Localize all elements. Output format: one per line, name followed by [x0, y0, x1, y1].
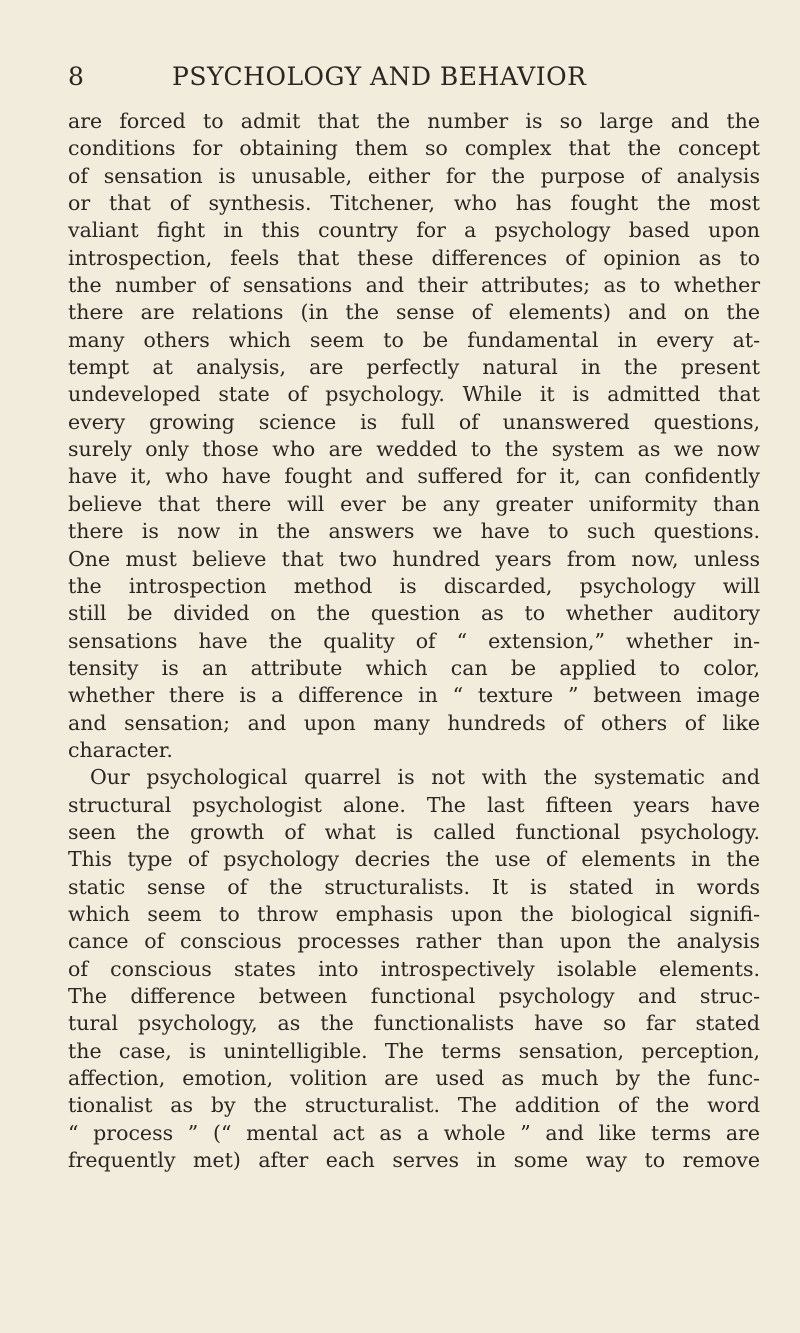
text-line: the introspection method is discarded, psychology will: [68, 573, 760, 598]
text-line: have it, who have fought and suffered for it, can confidently: [68, 464, 760, 489]
text-line: affection, emotion, volition are used as much by the func-: [68, 1066, 760, 1091]
text-line: which seem to throw emphasis upon the biological signifi-: [68, 901, 760, 926]
text-line: tensity is an attribute which can be applied to color,: [68, 655, 760, 680]
text-line: character.: [68, 737, 173, 762]
text-line: there is now in the answers we have to such questions.: [68, 519, 760, 544]
text-line: many others which seem to be fundamental in every at-: [68, 327, 760, 352]
text-line: believe that there will ever be any greater uniformity than: [68, 491, 760, 516]
text-line: seen the growth of what is called functional psychology.: [68, 819, 760, 844]
text-line: the case, is unintelligible. The terms sensation, perception,: [68, 1038, 760, 1063]
text-line: tural psychology, as the functionalists have so far stated: [68, 1011, 760, 1036]
text-line: static sense of the structuralists. It is stated in words: [68, 874, 760, 899]
text-line: introspection, feels that these differences of opinion as to: [68, 245, 760, 270]
page-header: [68, 62, 758, 102]
text-line: or that of synthesis. Titchener, who has fought the most: [68, 191, 760, 216]
body-text: [68, 108, 760, 1174]
text-line: of sensation is unusable, either for the purpose of analysis: [68, 163, 760, 188]
text-line: tempt at analysis, are perfectly natural in the present: [68, 355, 760, 380]
text-line: undeveloped state of psychology. While it is admitted that: [68, 382, 760, 407]
text-line: surely only those who are wedded to the system as we now: [68, 437, 760, 462]
text-line: structural psychologist alone. The last fifteen years have: [68, 792, 760, 817]
page-number: 8: [68, 62, 85, 91]
text-line: still be divided on the question as to whether auditory: [68, 601, 760, 626]
text-line: cance of conscious processes rather than upon the analysis: [68, 929, 760, 954]
text-line: One must believe that two hundred years from now, unless: [68, 546, 760, 571]
text-line: Our psychological quarrel is not with the systematic and: [90, 765, 760, 790]
text-line: whether there is a difference in “ texture ” between image: [68, 683, 760, 708]
text-line: conditions for obtaining them so complex that the concept: [68, 136, 760, 161]
text-line: are forced to admit that the number is so large and the: [68, 109, 760, 133]
text-line: “ process ” (“ mental act as a whole ” and like terms are: [68, 1120, 760, 1145]
text-line: This type of psychology decries the use of elements in the: [68, 847, 760, 872]
text-line: valiant fight in this country for a psychology based upon: [68, 218, 760, 243]
text-line: the number of sensations and their attributes; as to whether: [68, 273, 760, 298]
text-line: and sensation; and upon many hundreds of others of like: [68, 710, 760, 735]
text-line: sensations have the quality of “ extension,” whether in-: [68, 628, 760, 653]
text-line: there are relations (in the sense of elements) and on the: [68, 300, 760, 325]
text-line: The difference between functional psychology and struc-: [68, 984, 760, 1008]
text-line: tionalist as by the structuralist. The addition of the word: [68, 1093, 760, 1118]
text-line: frequently met) after each serves in some way to remove: [68, 1148, 760, 1173]
text-line: every growing science is full of unanswered questions,: [68, 409, 760, 434]
running-head: PSYCHOLOGY AND BEHAVIOR: [172, 62, 587, 91]
text-line: of conscious states into introspectively isolable elements.: [68, 956, 760, 981]
